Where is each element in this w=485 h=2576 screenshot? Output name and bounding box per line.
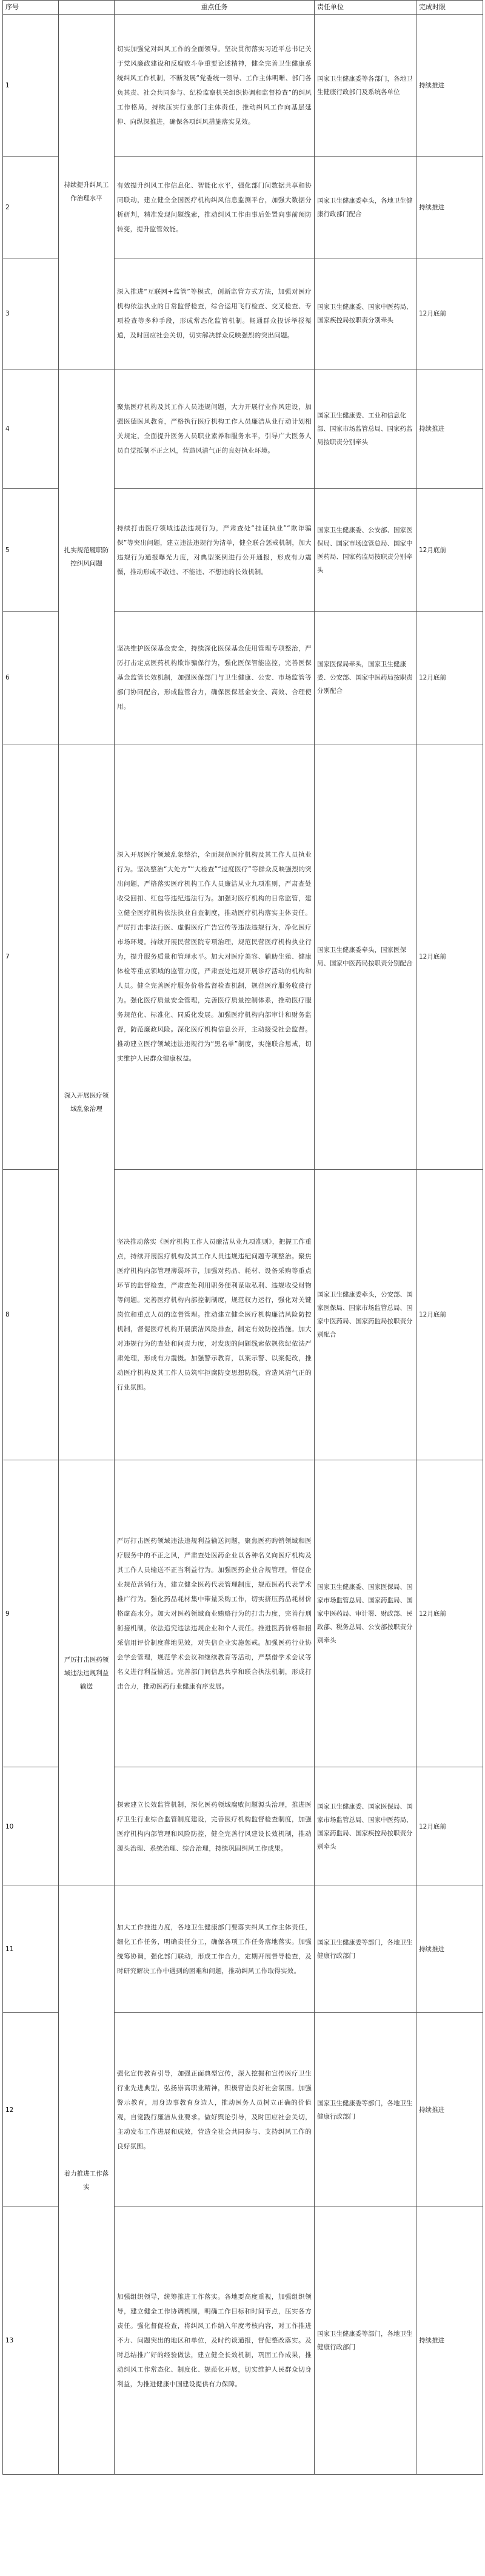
dept-cell xyxy=(315,1460,416,1767)
task-cell xyxy=(115,369,315,489)
row-number: 12 xyxy=(3,2013,59,2207)
task-table xyxy=(2,0,483,2475)
task-text: 深入开展医疗领域乱象整治，全面规范医疗机构及其工作人员执业行为。坚决整治“大处方”“大检查”“过度医疗”等群众反映强烈的突出问题，严格落实医疗机构工作人员廉洁从业九项准则，严肃查处收受回扣、红包等违纪违法行为。加强对医疗机构的日常监管，建立健全医疗机构依法执业自查制度，推动医疗机构落实主体责任。严厉打击非法行医、虚假医疗广告宣传等违法违规行为，净化医疗市场环境。持续开展民营医院专项治理，规范民营医疗机构执业行为，提升服务质量和管理水平。加大对医疗美容、辅助生殖、健康体检等重点领域的监管力度，严肃查处违规开展诊疗活动的机构和人员。健全完善医疗服务价格监督检查机制，规范医疗服务收费行为。强化医疗质量安全管理，完善医疗质量控制体系，推动医疗服务规范化、标准化、同质化发展。加强医疗机构内部审计和财务监督，防范廉政风险。深化医疗机构信息公开，主动接受社会监督。推动建立医疗领域违法违规行为“黑名单”制度，实施联合惩戒，切实维护人民群众健康权益。 xyxy=(117,851,312,1062)
task-cell xyxy=(115,1767,315,1886)
row-number: 13 xyxy=(3,2207,59,2475)
dept-cell xyxy=(315,157,416,258)
task-cell xyxy=(115,612,315,744)
task-cell xyxy=(115,2013,315,2207)
deadline-cell: 12月底前 xyxy=(416,489,483,612)
task-cell xyxy=(115,744,315,1170)
row-number: 2 xyxy=(3,157,59,258)
deadline-cell: 12月底前 xyxy=(416,612,483,744)
dept-text: 国家卫生健康委等各部门，各地卫生健康行政部门及系统各单位 xyxy=(317,75,413,96)
field-cell xyxy=(59,744,115,1460)
header-dept: 责任单位 xyxy=(315,1,416,15)
deadline-cell: 持续推进 xyxy=(416,1886,483,2013)
task-text: 严厉打击医药领域违法违规利益输送问题，聚焦医药购销领域和医疗服务中的不正之风，严肃查处医药企业以各种名义向医疗机构及其工作人员输送不正当利益行为。加强医药企业合规管理，督促企业规范营销行为，建立健全医药代表管理制度，规范医药代表学术推广行为。强化药品耗材集中带量采购工作，切实挤压药品耗材价格虚高水分。加大对医药领域商业贿赂行为的打击力度，完善行刑衔接机制，依法追究违法违规企业和个人责任。推进医药价格和招采信用评价制度落地见效，对失信企业实施惩戒。加强医药行业协会学会管理，规范学术会议和继续教育等活动，严禁借学术会议等名义进行利益输送。完善部门间信息共享和联合执法机制，形成打击合力，推动医药行业健康有序发展。 xyxy=(117,1537,312,1690)
dept-text: 国家卫生健康委、国家中医药局、国家疾控局按职责分别牵头 xyxy=(317,303,413,324)
dept-text: 国家卫生健康委、公安部、国家医保局、国家市场监管总局、国家中医药局、国家药监局按职责分别牵头 xyxy=(317,526,413,574)
task-text: 加强组织领导，统筹推进工作落实。各地要高度重视，加强组织领导，建立健全工作协调机制，明确工作目标和时间节点，压实各方责任。强化督促检查，将纠风工作纳入年度考核内容，对工作推进不力、问题突出的地区和单位，及时约谈通报，督促整改落实。及时总结推广好的经验做法，建立健全长效机制，巩固工作成果，推动纠风工作常态化、制度化、规范化开展，切实维护人民群众切身利益，为推进健康中国建设提供有力保障。 xyxy=(117,2293,312,2388)
dept-cell xyxy=(315,612,416,744)
table-header xyxy=(3,1,483,15)
deadline-cell: 12月底前 xyxy=(416,1767,483,1886)
field-cell xyxy=(59,1460,115,1886)
row-number: 9 xyxy=(3,1460,59,1767)
task-text: 强化宣传教育引导，加强正面典型宣传，深入挖掘和宣传医疗卫生行业先进典型，弘扬崇高职业精神，积极营造良好社会氛围。加强警示教育，用身边事教育身边人，推动医务人员树立正确的价值观，自觉践行廉洁从业要求。做好舆论引导，及时回应社会关切，主动发布工作进展和成效，营造全社会共同参与、支持纠风工作的良好氛围。 xyxy=(117,2069,312,2150)
task-text: 聚焦医疗机构及其工作人员违规问题，大力开展行业作风建设，加强医德医风教育，严格执行医疗机构工作人员廉洁从业行动计划相关规定，全面提升医务人员职业素养和服务水平，引导广大医务人员自觉抵制不正之风，营造风清气正的良好执业环境。 xyxy=(117,403,312,454)
field-cell xyxy=(59,15,115,369)
deadline-cell: 持续推进 xyxy=(416,15,483,157)
table-row xyxy=(3,15,483,157)
header-task: 重点任务 xyxy=(115,1,315,15)
task-text: 持续打击医疗领域违法违规行为，严肃查处“挂证执业”“欺诈骗保”等突出问题，建立违法违规行为清单，健全联合惩戒机制，加大违规行为通报曝光力度，对典型案例进行公开通报，形成有力震慑，推动形成不敢违、不能违、不想违的长效机制。 xyxy=(117,524,312,576)
task-text: 切实加强党对纠风工作的全面领导。坚决贯彻落实习近平总书记关于党风廉政建设和反腐败斗争重要论述精神，健全完善卫生健康系统纠风工作机制，不断发展“党委统一领导、工作主体明晰、部门各负其责、社会共同参与、纪检监察机关组织协调和监督检查”的纠风工作格局，持续压实行业部门主体责任，推动纠风工作向基层延伸、向纵深推进，确保各项纠风措施落实见效。 xyxy=(117,45,312,126)
row-number: 1 xyxy=(3,15,59,157)
row-number: 5 xyxy=(3,489,59,612)
dept-cell xyxy=(315,1170,416,1460)
task-cell xyxy=(115,2207,315,2475)
task-cell xyxy=(115,258,315,369)
task-text: 有效提升纠风工作信息化、智能化水平，强化部门间数据共享和协同联动，建立健全全国医疗机构纠风信息监测平台，加强大数据分析研判，精准发现问题线索，推动纠风工作由事后处置向事前预防转变，提升监管效能。 xyxy=(117,181,312,233)
field-label: 严厉打击医药领域违法违规利益输送 xyxy=(64,1656,109,1690)
task-text: 加大工作推进力度，各地卫生健康部门要落实纠风工作主体责任，细化工作任务，明确责任分工，确保各项工作任务落地落实。加强统筹协调，强化部门联动，形成工作合力，定期开展督导检查，及时研究解决工作中遇到的困难和问题，推动纠风工作取得实效。 xyxy=(117,1924,312,1975)
dept-text: 国家卫生健康委、国家医保局、国家市场监管总局、国家药监局、国家中医药局、审计署、财政部、民政部、税务总局、公安部按职责分别牵头 xyxy=(317,1583,413,1644)
row-number: 3 xyxy=(3,258,59,369)
field-label: 深入开展医疗领域乱象治理 xyxy=(64,1091,109,1113)
table-row xyxy=(3,744,483,1170)
deadline-cell: 12月底前 xyxy=(416,744,483,1170)
task-text: 坚决维护医保基金安全，持续深化医保基金使用管理专项整治，严厉打击定点医药机构欺诈骗保行为，强化医保智能监控，完善医保基金监管长效机制，加强医保部门与卫生健康、公安、市场监管等部门协同配合，形成监管合力，确保医保基金安全、高效、合理使用。 xyxy=(117,645,312,710)
row-number: 7 xyxy=(3,744,59,1170)
task-cell xyxy=(115,489,315,612)
task-cell xyxy=(115,157,315,258)
dept-text: 国家卫生健康委牵头，各地卫生健康行政部门配合 xyxy=(317,197,413,218)
task-cell xyxy=(115,1886,315,2013)
dept-text: 国家卫生健康委牵头，国家医保局、国家中医药局按职责分别配合 xyxy=(317,946,413,967)
deadline-cell: 持续推进 xyxy=(416,157,483,258)
task-cell xyxy=(115,1460,315,1767)
row-number: 8 xyxy=(3,1170,59,1460)
dept-text: 国家卫生健康委等部门，各地卫生健康行政部门 xyxy=(317,1939,413,1960)
dept-cell xyxy=(315,2013,416,2207)
row-number: 4 xyxy=(3,369,59,489)
table-row xyxy=(3,369,483,489)
deadline-cell: 持续推进 xyxy=(416,2207,483,2475)
table-row xyxy=(3,1460,483,1767)
dept-cell xyxy=(315,744,416,1170)
table-row xyxy=(3,1886,483,2013)
task-text: 坚决推动落实《医疗机构工作人员廉洁从业九项准则》，把握工作重点，持续开展医疗机构及其工作人员违规违纪问题专项整治。聚焦医疗机构内部管理薄弱环节，加强对药品、耗材、设备采购等重点环节的监督检查，严肃查处利用职务便利谋取私利、违规收受财物等问题。完善医疗机构内部控制制度，规范权力运行，强化对关键岗位和重点人员的监督管理。推动建立健全医疗机构廉洁风险防控机制，督促医疗机构开展廉洁风险排查，制定有效防控措施。加大对违规行为的查处和问责力度，对发现的问题线索依规依纪依法严肃处理，形成有力震慑。加强警示教育，以案示警、以案促改，推动医疗机构及其工作人员筑牢拒腐防变思想防线，营造风清气正的行业氛围。 xyxy=(117,1238,312,1391)
dept-text: 国家医保局牵头，国家卫生健康委、公安部、国家中医药局按职责分别配合 xyxy=(317,661,413,695)
row-number: 6 xyxy=(3,612,59,744)
field-cell xyxy=(59,1886,115,2475)
dept-text: 国家卫生健康委牵头，公安部、国家医保局、国家市场监管总局、国家中医药局、国家药监局按职责分别配合 xyxy=(317,1291,413,1338)
row-number: 10 xyxy=(3,1767,59,1886)
deadline-cell: 12月底前 xyxy=(416,1170,483,1460)
field-label: 扎实规范履职防控纠风问题 xyxy=(64,546,109,567)
dept-text: 国家卫生健康委、工业和信息化部、国家市场监管总局、国家药监局按职责分别牵头 xyxy=(317,412,413,446)
task-text: 深入推进“互联网+监管”等模式，创新监管方式方法，加强对医疗机构依法执业的日常监督检查，综合运用飞行检查、交叉检查、专项检查等多种手段，形成常态化监管机制。畅通群众投诉举报渠道，及时回应社会关切，切实解决群众反映强烈的突出问题。 xyxy=(117,288,312,339)
header-time: 完成时限 xyxy=(416,1,483,15)
row-number: 11 xyxy=(3,1886,59,2013)
deadline-cell: 12月底前 xyxy=(416,258,483,369)
dept-text: 国家卫生健康委等部门，各地卫生健康行政部门 xyxy=(317,2099,413,2120)
dept-text: 国家卫生健康委等部门，各地卫生健康行政部门 xyxy=(317,2330,413,2351)
task-cell xyxy=(115,1170,315,1460)
header-field xyxy=(59,1,115,15)
dept-cell xyxy=(315,489,416,612)
deadline-cell: 持续推进 xyxy=(416,369,483,489)
dept-cell xyxy=(315,2207,416,2475)
task-cell xyxy=(115,15,315,157)
field-label: 着力推进工作落实 xyxy=(64,2170,109,2191)
dept-cell xyxy=(315,1886,416,2013)
dept-text: 国家卫生健康委、国家医保局、国家市场监管总局、国家中医药局、国家药监局、国家疾控局按职责分别牵头 xyxy=(317,1802,413,1850)
deadline-cell: 持续推进 xyxy=(416,2013,483,2207)
header-no: 序号 xyxy=(3,1,59,15)
task-text: 探索建立长效监管机制，深化医药领域腐败问题源头治理，推进医疗卫生行业综合监管制度建设，完善医疗机构监督检查制度，加强医疗机构内部管理和风险防控，健全完善行风建设长效机制，推动源头治理、系统治理、综合治理，持续巩固纠风工作成果。 xyxy=(117,1801,312,1852)
deadline-cell: 12月底前 xyxy=(416,1460,483,1767)
dept-cell xyxy=(315,15,416,157)
dept-cell xyxy=(315,1767,416,1886)
dept-cell xyxy=(315,258,416,369)
field-cell xyxy=(59,369,115,744)
field-label: 持续提升纠风工作治理水平 xyxy=(64,181,109,202)
dept-cell xyxy=(315,369,416,489)
